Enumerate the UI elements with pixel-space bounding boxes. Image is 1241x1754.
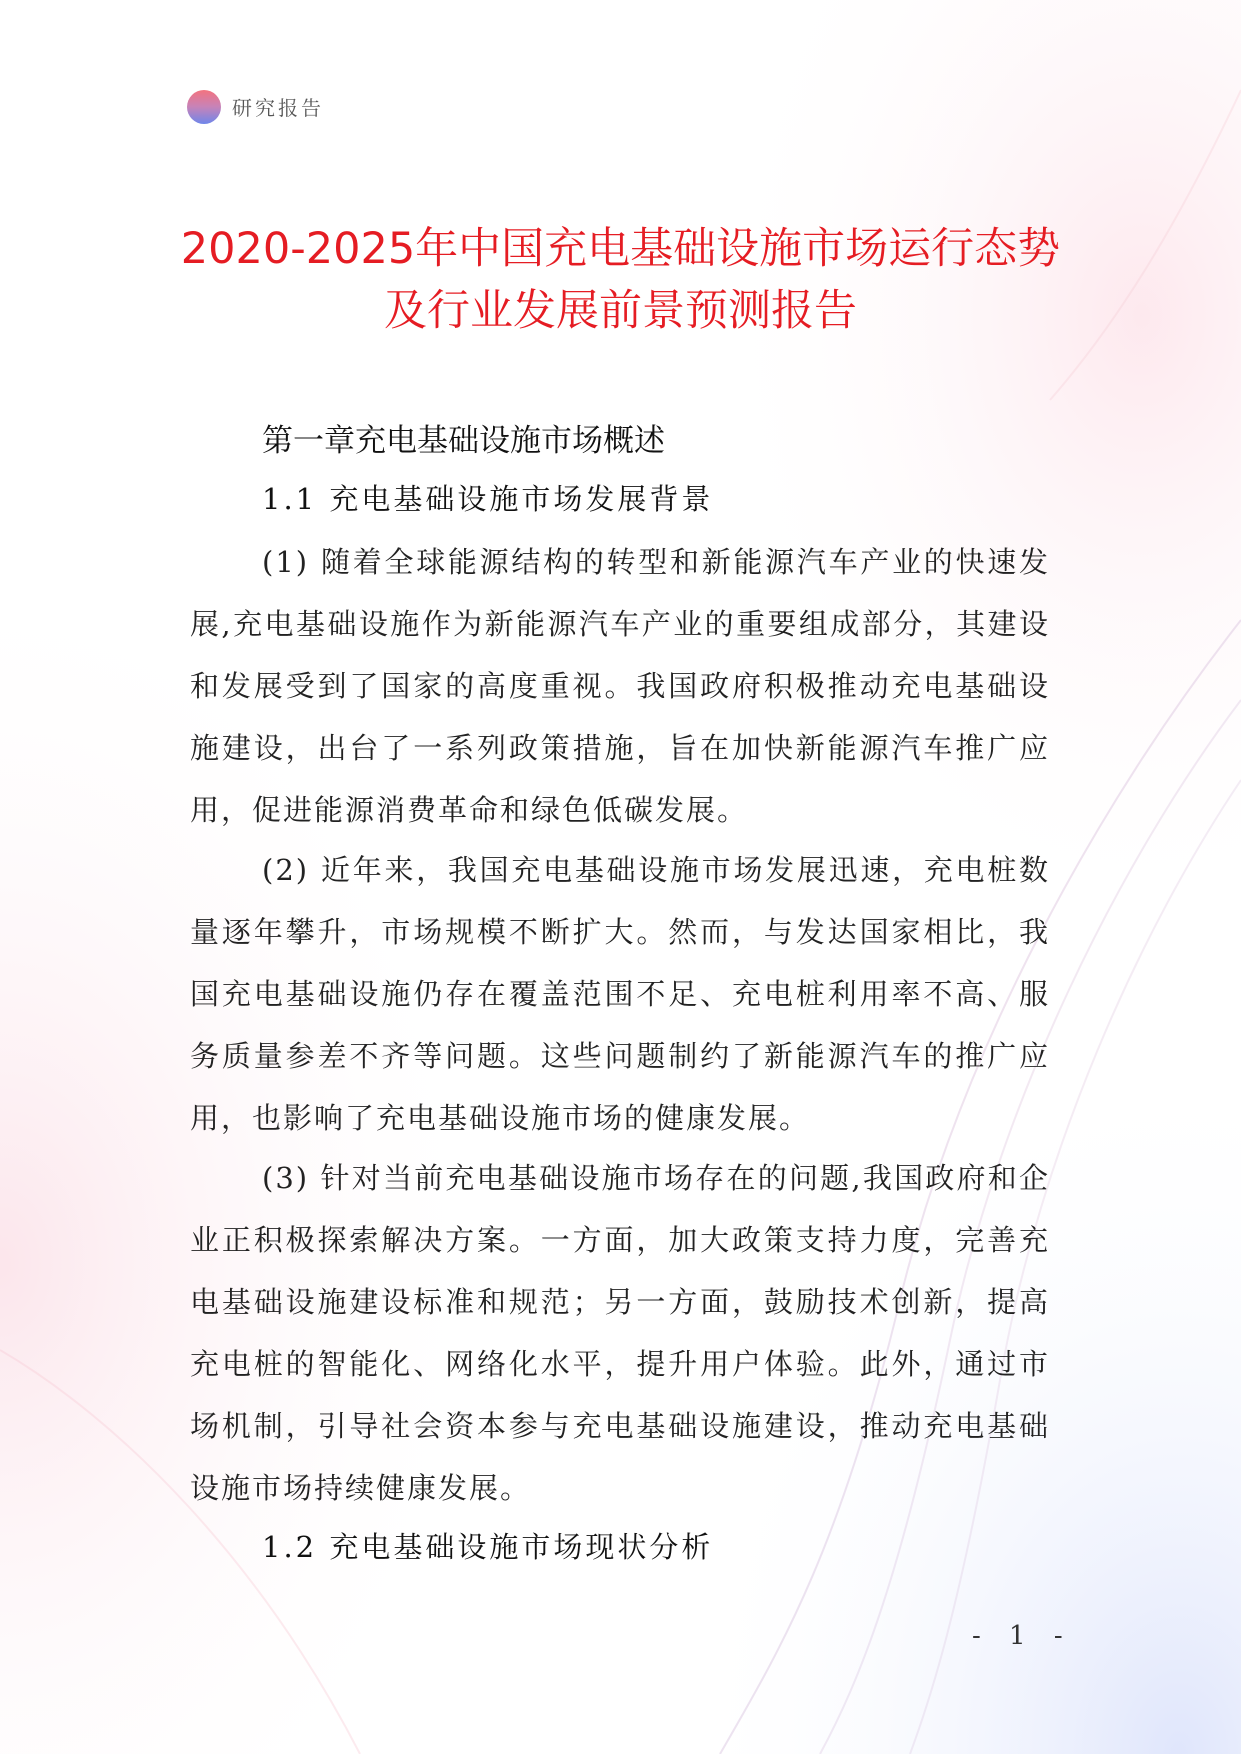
document-title: 2020-2025年中国充电基础设施市场运行态势及行业发展前景预测报告: [180, 224, 1061, 336]
paragraph-2: (2) 近年来，我国充电基础设施市场发展迅速，充电桩数量逐年攀升，市场规模不断扩大。然而，与发达国家相比，我国充电基础设施仍存在覆盖范围不足、充电桩利用率不高、服务质量参差不齐等问题。这些问题制约了新能源汽车的推广应用，也影响了充电基础设施市场的健康发展。: [190, 853, 1050, 1135]
header-label: 研究报告: [232, 96, 324, 120]
paragraph-3: (3) 针对当前充电基础设施市场存在的问题,我国政府和企业正积极探索解决方案。一方面，加大政策支持力度，完善充电基础设施建设标准和规范；另一方面，鼓励技术创新，提高充电桩的智能化、网络化水平，提升用户体验。此外，通过市场机制，引导社会资本参与充电基础设施建设，推动充电基础设施市场持续健康发展。: [190, 1161, 1050, 1505]
gradient-circle-icon: [187, 90, 221, 124]
page-number: - 1 -: [972, 1621, 1073, 1651]
paragraph-1: (1) 随着全球能源结构的转型和新能源汽车产业的快速发展,充电基础设施作为新能源汽车产业的重要组成部分，其建设和发展受到了国家的高度重视。我国政府积极推动充电基础设施建设，出台了一系列政策措施，旨在加快新能源汽车推广应用，促进能源消费革命和绿色低碳发展。: [190, 545, 1050, 827]
section-heading-1-1: 1.1 充电基础设施市场发展背景: [262, 482, 714, 516]
chapter-heading: 第一章充电基础设施市场概述: [262, 423, 665, 459]
section-heading-1-2: 1.2 充电基础设施市场现状分析: [262, 1530, 714, 1564]
